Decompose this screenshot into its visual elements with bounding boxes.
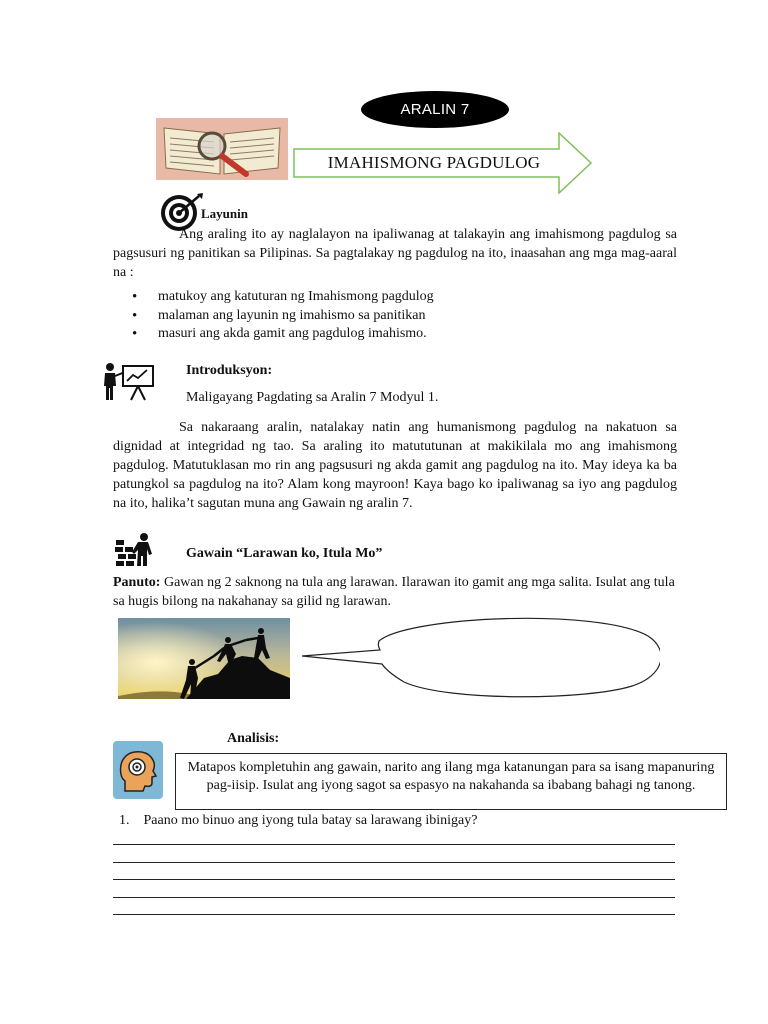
panuto-label: Panuto: — [113, 575, 161, 590]
gawain-heading: Gawain “Larawan ko, Itula Mo” — [186, 546, 383, 561]
question-number: 1. — [119, 813, 130, 828]
answer-line[interactable] — [113, 844, 675, 845]
panuto-text — [113, 573, 677, 611]
list-item: • masuri ang akda gamit ang pagdulog imahismo. — [132, 325, 652, 344]
lesson-badge: ARALIN 7 — [361, 91, 509, 128]
answer-line[interactable] — [113, 879, 675, 880]
introduksyon-heading: Introduksyon: — [186, 363, 273, 378]
analisis-heading: Analisis: — [227, 731, 280, 746]
layunin-intro: Ang araling ito ay naglalayon na ipaliwanag at talakayin ang imahismong pagdulog sa pagsusuri ng panitikan sa Pilipinas. Sa pagtalakay ng pagdulog na ito, inaasahan ang mga mag-aaral na : — [113, 227, 677, 280]
layunin-heading: Layunin — [201, 206, 248, 221]
list-item: • matukoy ang katuturan ng Imahismong pagdulog — [132, 288, 652, 307]
presenter-icon — [101, 362, 157, 402]
introduksyon-body: Sa nakaraang aralin, natalakay natin ang humanismong pagdulog na nakatuon sa dignidad at integridad ng tao. Sa araling ito matututunan at makikilala mo ang imahismong pagdulog. Matutuklasan mo rin ang pagsusuri ng akda gamit ang pagdulog na ito. May ideya ka ba patungkol sa pagdulog na ito? Alam kong mayroon! Kaya bago ko ipaliwanag sa iyo ang pagdulog na ito, halika’t sagutan muna ang Gawain ng aralin 7. — [113, 420, 677, 511]
page-title: IMAHISMONG PAGDULOG — [327, 153, 541, 172]
analysis-instruction-box: Matapos kompletuhin ang gawain, narito ang ilang mga katanungan para sa isang mapanuring pag-iisip. Isulat ang iyong sagot sa espasyo na nakahanda sa ibabang bahagi ng tanong. — [175, 753, 727, 810]
welcome-text: Maligayang Pagdating sa Aralin 7 Modyul 1. — [186, 390, 439, 405]
speech-bubble — [298, 612, 660, 698]
climbers-photo — [118, 618, 290, 699]
objectives-list — [132, 288, 652, 344]
answer-line[interactable] — [113, 862, 675, 863]
question-text: Paano mo binuo ang iyong tula batay sa larawang ibinigay? — [143, 813, 478, 828]
answer-line[interactable] — [113, 914, 675, 915]
magnifier-book-icon — [156, 118, 288, 180]
thinking-head-icon — [113, 741, 163, 799]
answer-line[interactable] — [113, 897, 675, 898]
worker-icon — [114, 532, 156, 568]
list-item: • malaman ang layunin ng imahismo sa panitikan — [132, 307, 652, 326]
panuto-body: Gawan ng 2 saknong na tula ang larawan. Ilarawan ito gamit ang mga salita. Isulat ang tula sa hugis bilong na nakahanay sa gilid ng larawan. — [113, 575, 675, 609]
question-1 — [119, 813, 477, 829]
